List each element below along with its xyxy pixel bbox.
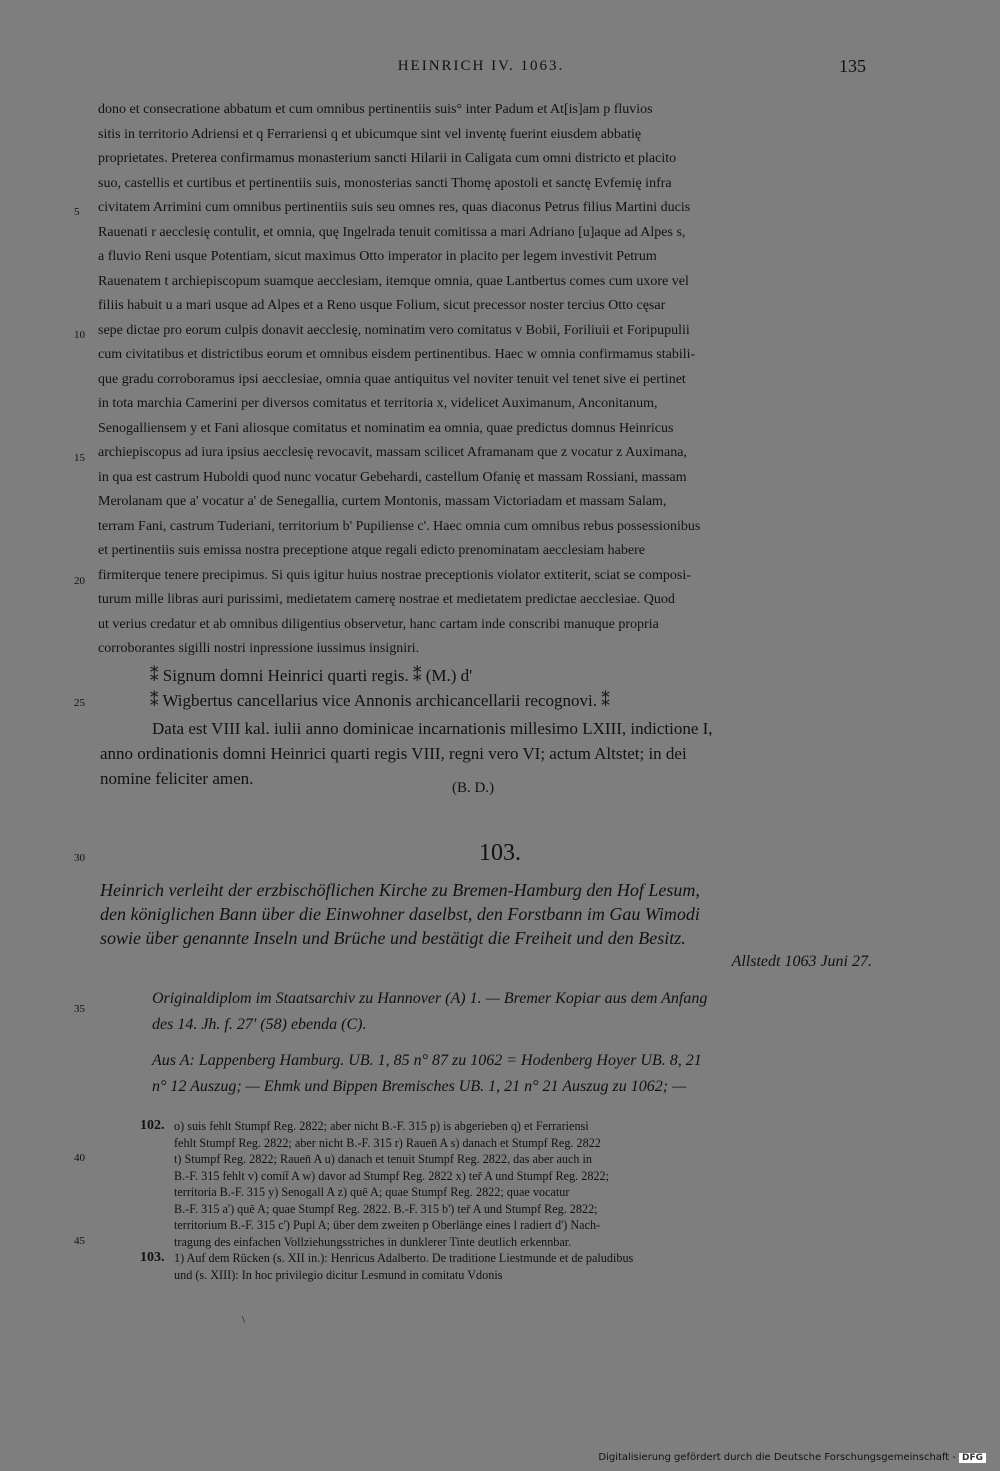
line-number: 5: [74, 206, 80, 218]
notes-102: [140, 1118, 875, 1250]
line-number: 20: [74, 575, 85, 587]
note-line: territorium B.-F. 315 c') Pupl A; über dem zweiten p Oberlänge eines l radiert d') Nach-: [174, 1218, 601, 1232]
apparatus-notes: [140, 1118, 875, 1283]
note-line: territoria B.-F. 315 y) Senogall A z) quē A; quae Stumpf Reg. 2822; quae vocatur: [174, 1185, 570, 1199]
note-line: und (s. XIII): In hoc privilegio dicitur Lesmund in comitatu Vdonis: [174, 1267, 503, 1282]
line-number: 30: [74, 852, 85, 864]
editions: [152, 1048, 872, 1100]
line-number: 45: [74, 1235, 85, 1247]
notes-103: [140, 1250, 875, 1283]
text-line: que gradu corroboramus ipsi aecclesiae, omnia quae antiquitus vel noviter tenuit vel tenet sive ei pertinet: [98, 371, 686, 387]
text-line: sepe dictae pro eorum culpis donavit aecclesię, nominatim vero comitatus v Bobii, Foriliuii et Foripupulii: [98, 322, 690, 338]
line-number: 15: [74, 452, 85, 464]
recognition-line: ⁑ Wigbertus cancellarius vice Annonis archicancellarii recognovi. ⁑: [150, 691, 610, 710]
running-header: [96, 58, 866, 82]
source-line: des 14. Jh. f. 27' (58) ebenda (C).: [152, 1016, 367, 1033]
text-line: et pertinentiis suis emissa nostra preceptione atque regali edicto prenominatam aecclesiam habere: [98, 543, 645, 558]
line-number: 40: [74, 1152, 85, 1164]
document-number: 103.: [479, 840, 521, 866]
dating-line: anno ordinationis domni Heinrici quarti regis VIII, regni vero VI; actum Altstet; in dei: [100, 744, 687, 763]
dfg-logo: DFG: [959, 1453, 986, 1463]
charter-text: [98, 98, 868, 662]
stray-mark: \: [242, 1314, 246, 1326]
text-line: Rauenati r aecclesię contulit, et omnia, quę Ingelrada tenuit comitissa a mari Adriano [u]aque ad Alpes s,: [98, 224, 686, 240]
line-number: 10: [74, 329, 85, 341]
notes-label: 103.: [140, 1250, 165, 1265]
edition-line: Aus A: Lappenberg Hamburg. UB. 1, 85 n° 87 zu 1062 = Hodenberg Hoyer UB. 8, 21: [152, 1052, 702, 1069]
line-number: 25: [74, 697, 85, 709]
bd-mark: (B. D.): [452, 780, 495, 796]
text-line: civitatem Arrimini cum omnibus pertinentiis suis seu omnes res, quas diaconus Petrus filius Martini ducis: [98, 200, 691, 215]
regest-place-date: Allstedt 1063 Juni 27.: [731, 953, 872, 970]
text-line: Merolanam que a' vocatur a' de Senegallia, curtem Montonis, massam Victoriadam et massam Salam,: [98, 494, 667, 509]
line-number: 35: [74, 1003, 85, 1015]
edition-line: n° 12 Auszug; — Ehmk und Bippen Bremisches UB. 1, 21 n° 21 Auszug zu 1062; —: [152, 1078, 687, 1095]
text-line: dono et consecratione abbatum et cum omnibus pertinentiis suis° inter Padum et At[is]am p fluvios: [98, 102, 653, 117]
header-title: HEINRICH IV. 1063.: [397, 58, 565, 74]
text-line: corroborantes sigilli nostri inpressione iussimus insigniri.: [98, 641, 420, 656]
text-line: cum civitatibus et districtibus eorum et omnibus eisdem pertinentibus. Haec w omnia confirmamus stabili-: [98, 347, 696, 362]
text-line: proprietates. Preterea confirmamus monasterium sancti Hilarii in Caligata cum omni districto et placito: [98, 151, 677, 166]
signum-line: ⁑ Signum domni Heinrici quarti regis. ⁑ (M.) d': [150, 666, 473, 685]
note-line: fehlt Stumpf Reg. 2822; aber nicht B.-F. 315 r) Rauen̄ A s) danach et Stumpf Reg. 2822: [174, 1135, 601, 1150]
text-line: firmiterque tenere precipimus. Si quis igitur huius nostrae preceptionis violator extiterit, sciat se composi-: [98, 567, 691, 583]
text-line: suo, castellis et curtibus et pertinentiis suis, monosterias sancti Thomę apostoli et sanctę Evfemię infra: [98, 175, 672, 191]
dating-line: nomine feliciter amen.: [100, 769, 254, 788]
page-number: 135: [839, 56, 866, 76]
footer-text: Digitalisierung gefördert durch die Deutsche Forschungsgemeinschaft -: [598, 1452, 956, 1463]
source-line: Originaldiplom im Staatsarchiv zu Hannover (A) 1. — Bremer Kopiar aus dem Anfang: [152, 990, 708, 1007]
source-tradition: [152, 986, 872, 1038]
text-line: terram Fani, castrum Tuderiani, territorium b' Pupiliense c'. Haec omnia cum omnibus rebus possessionibus: [98, 518, 701, 534]
note-line: tragung des einfachen Vollziehungsstriches in dunklerer Tinte deutlich erkennbar.: [174, 1234, 572, 1249]
note-line: B.-F. 315 fehlt v) comit̄ A w) davor ad Stumpf Reg. 2822 x) ter̄ A und Stumpf Reg. 2822;: [174, 1168, 610, 1183]
text-line: turum mille libras auri purissimi, medietatem camerę nostrae et medietatem predictae aecclesiae. Quod: [98, 592, 675, 607]
note-line: t) Stumpf Reg. 2822; Rauen̄ A u) danach et tenuit Stumpf Reg. 2822, das aber auch in: [174, 1152, 593, 1166]
text-line: filiis habuit u a mari usque ad Alpes et a Reno usque Folium, sicut precessor noster tercius Otto cęsar: [98, 298, 666, 313]
text-line: in qua est castrum Huboldi quod nunc vocatur Gebehardi, castellum Ofanię et massam Rossiani, massam: [98, 469, 687, 485]
text-line: sitis in territorio Adriensi et q Ferrariensi q et ubicumque sint vel inventę fuerint eiusdem abbatię: [98, 126, 642, 142]
text-line: a fluvio Reni usque Potentiam, sicut maximus Otto imperator in placito per legem investivit Petrum: [98, 249, 657, 264]
note-line: B.-F. 315 a') quē A; quae Stumpf Reg. 2822. B.-F. 315 b') ter̄ A und Stumpf Reg. 2822;: [174, 1201, 598, 1216]
note-line: o) suis fehlt Stumpf Reg. 2822; aber nicht B.-F. 315 p) is abgerieben q) et Ferrariensi: [174, 1119, 589, 1133]
text-line: in tota marchia Camerini per diversos comitatus et territoria x, videlicet Auximanum, Anconitanum,: [98, 396, 658, 411]
text-line: Senogalliensem y et Fani aliosque comitatus et nominatim ea omnia, quae predictus domnus Heinricus: [98, 420, 674, 436]
text-line: ut verius credatur et ab omnibus diligentius observetur, hanc cartam inde conscribi manuque propria: [98, 616, 659, 632]
text-line: Rauenatem t archiepiscopum suamque aecclesiam, itemque omnia, quae Lantbertus comes cum uxore vel: [98, 273, 689, 289]
dating-line: Data est VIII kal. iulii anno dominicae incarnationis millesimo LXIII, indictione I,: [152, 719, 713, 738]
regest-line: sowie über genannte Inseln und Brüche und bestätigt die Freiheit und den Besitz.: [100, 928, 686, 948]
regest: [100, 878, 872, 974]
text-line: archiepiscopus ad iura ipsius aecclesię revocavit, massam scilicet Aframanam que z vocatur z Auximana,: [98, 445, 687, 460]
footer-credit: [598, 1452, 986, 1463]
regest-line: Heinrich verleiht der erzbischöflichen Kirche zu Bremen-Hamburg den Hof Lesum,: [100, 880, 700, 900]
notes-label: 102.: [140, 1118, 165, 1133]
note-line: 1) Auf dem Rücken (s. XII in.): Henricus Adalberto. De traditione Liestmunde et de paludibus: [174, 1251, 634, 1265]
regest-line: den königlichen Bann über die Einwohner daselbst, den Forstbann im Gau Wimodi: [100, 904, 700, 924]
